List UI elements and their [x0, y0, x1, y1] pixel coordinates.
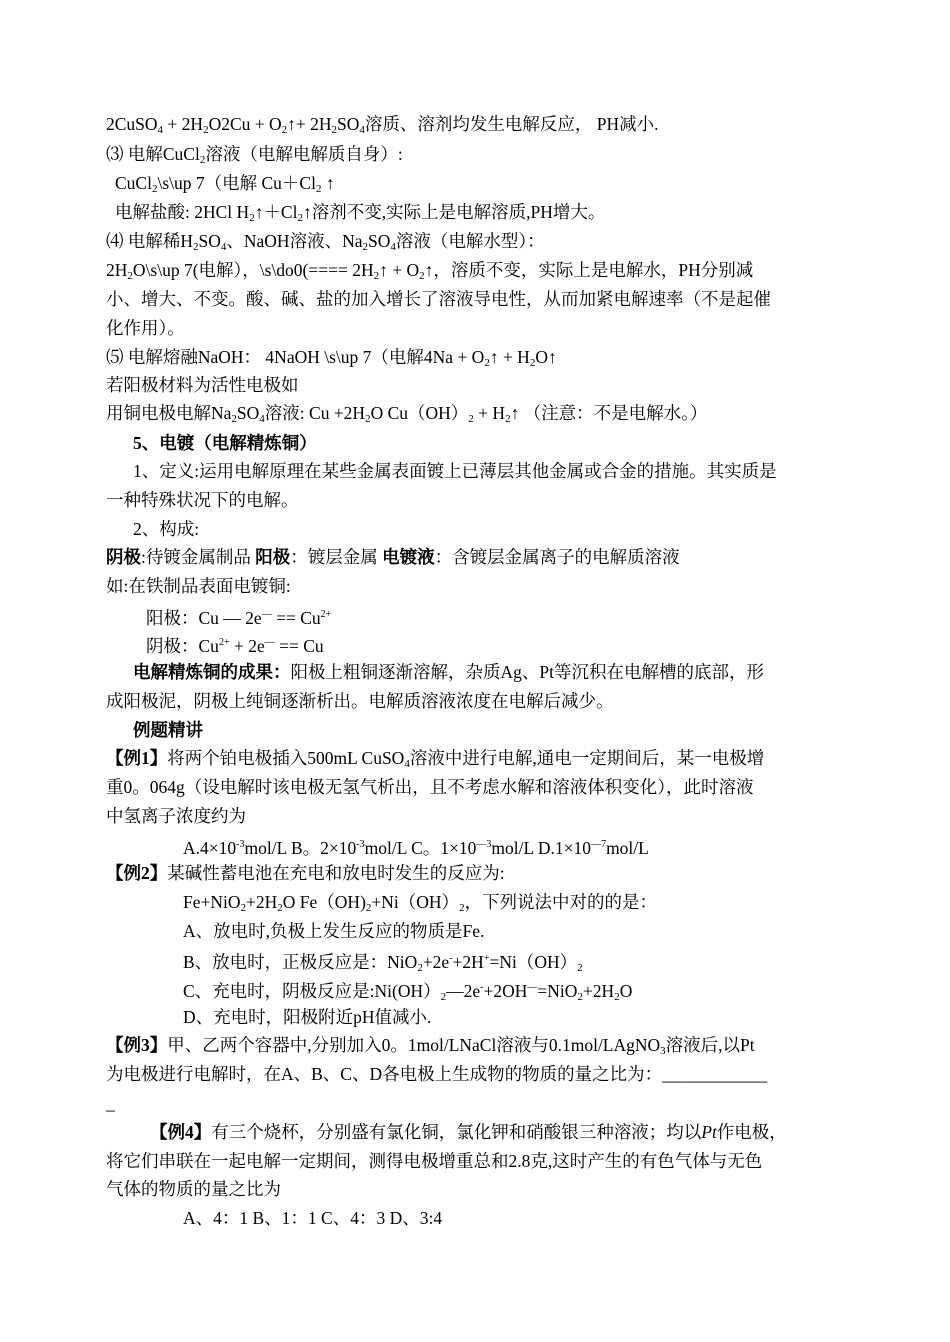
line-water-type-heading: ⑷ 电解稀$H_2SO_4$、NaOH溶液、$Na_2SO_4$溶液（电解水型）：: [106, 231, 545, 253]
example-2-option-c: C、充电时，阴极反应是$:Ni(OH)_2—2e^-+2OH^—=NiO_2+2H_2O$: [183, 981, 633, 1003]
example-1-line-1: 【例1】将两个铂电极插入500mL CuSO$_4$溶液中进行电解,通电一定期间后，某一电极增: [106, 748, 765, 770]
line-cucl2-heading: ⑶ 电解CuCl$_2$溶液（电解电解质自身）:: [106, 144, 403, 166]
line-refining-result-cont: 成阳极泥，阴极上纯铜逐渐析出。电解质溶液浓度在电解后减少。: [106, 691, 614, 711]
example-4-line-2: 将它们串联在一起电解一定期间，测得电极增重总和2.8克,这时产生的有色气体与无色: [106, 1151, 763, 1171]
line-active-anode: 若阳极材料为活性电极如: [106, 375, 299, 395]
line-conductivity: 小、增大、不变。酸、碱、盐的加入增长了溶液导电性，从而加紧电解速率（不是起催: [106, 289, 771, 309]
example-2-line-1: 【例2】某碱性蓄电池在充电和放电时发生的反应为:: [106, 863, 505, 883]
example-1-line-3: 中氢离子浓度约为: [106, 806, 246, 826]
example-1-line-2: 重0。064g（设电解时该电极无氢气析出，且不考虑水解和溶液体积变化），此时溶液: [106, 777, 754, 797]
example-4-options: A、4：1 B、1：1 C、4：3 D、3:4: [183, 1208, 443, 1228]
example-4-line-1: 【例4】有三个烧杯，分别盛有氯化铜，氯化钾和硝酸银三种溶液；均以Pt作电极，: [150, 1122, 787, 1142]
line-definition: 1、定义:运用电解原理在某些金属表面镀上已薄层其他金属或合金的措施。其实质是: [133, 461, 777, 481]
line-hcl-electrolysis: 电解盐酸: 2HCl $H_2↑+Cl_2↑$溶剂不变,实际上是电解溶质,PH增大。: [115, 202, 606, 224]
line-example-iron: 如:在铁制品表面电镀铜:: [106, 576, 291, 596]
line-catalysis-note: 化作用）。: [106, 318, 185, 338]
line-copper-electrode: 用铜电极电解$Na_2SO_4$溶液: $Cu +2H_2O$ $Cu(OH)_2$ + $H_2↑$ （注意：不是电解水。）: [106, 403, 708, 425]
example-2-option-a: A、放电时,负极上发生反应的物质是Fe.: [183, 921, 485, 941]
line-water-equation: $2H_2O\backslash s\backslash up$ 7(电解），\s\do0(==== $2H_2↑$ + $O_2↑$，溶质不变，实际上是电解水，PH分别减: [106, 260, 754, 282]
example-4-line-3: 气体的物质的量之比为: [106, 1179, 281, 1199]
section-heading-examples: 例题精讲: [133, 720, 203, 740]
line-cathode-reaction: 阴极：$Cu^{2+} + 2e^— == Cu$: [146, 636, 324, 656]
example-3-blank-cont: _: [106, 1093, 115, 1113]
example-3-line-1: 【例3】甲、乙两个容器中,分别加入0。1mol/LNaCl溶液与0.1mol/LAgNO$_3$溶液后,以Pt: [106, 1035, 755, 1057]
line-naoh-molten: ⑸ 电解熔融NaOH： 4NaOH \s\up 7（电解$4Na + O_2↑$ + $H_2O↑$: [106, 347, 557, 369]
line-definition-cont: 一种特殊状况下的电解。: [106, 490, 299, 510]
line-electrodes: 阴极:待镀金属制品 阳极：镀层金属 电镀液：含镀层金属离子的电解质溶液: [106, 547, 680, 567]
example-2-option-b: B、放电时，正极反应是：$NiO_2+2e^-+2H^+=Ni(OH)_2$: [183, 952, 583, 974]
line-composition: 2、构成:: [133, 519, 200, 539]
line-cuso4-electrolysis: 2CuSO$_4$ + $2H_2O2Cu$ + $O_2↑+ 2H_2SO_4$溶质、溶剂均发生电解反应， PH减小.: [106, 114, 659, 136]
example-3-line-2: 为电极进行电解时，在A、B、C、D各电极上生成物的物质的量之比为：____________: [106, 1064, 768, 1084]
line-refining-result: 电解精炼铜的成果：阳极上粗铜逐渐溶解，杂质Ag、Pt等沉积在电解槽的底部，形: [133, 662, 764, 682]
section-heading-electroplating: 5、电镀（电解精炼铜）: [133, 433, 317, 453]
example-1-options: $A.4\times 10^{-3}mol/L$ B。$2\times 10^{-3}mol/L$ C。$1\times 10^{—3}mol/L$ $D.1\times 10^{—7}mol/L$: [183, 838, 649, 858]
line-anode-reaction: 阳极：Cu — $2e^— == Cu^{2+}$: [146, 608, 332, 628]
line-cucl2-equation: CuCl$_2$\s\up 7（电解 $Cu+Cl_2$ ↑: [115, 173, 335, 195]
example-2-option-d: D、充电时，阳极附近pH值减小.: [183, 1007, 432, 1027]
example-2-reaction: $Fe+NiO_2+2H_2O$ $Fe(OH)_2+Ni(OH)_2$，下列说法中对的的是：: [183, 892, 658, 914]
